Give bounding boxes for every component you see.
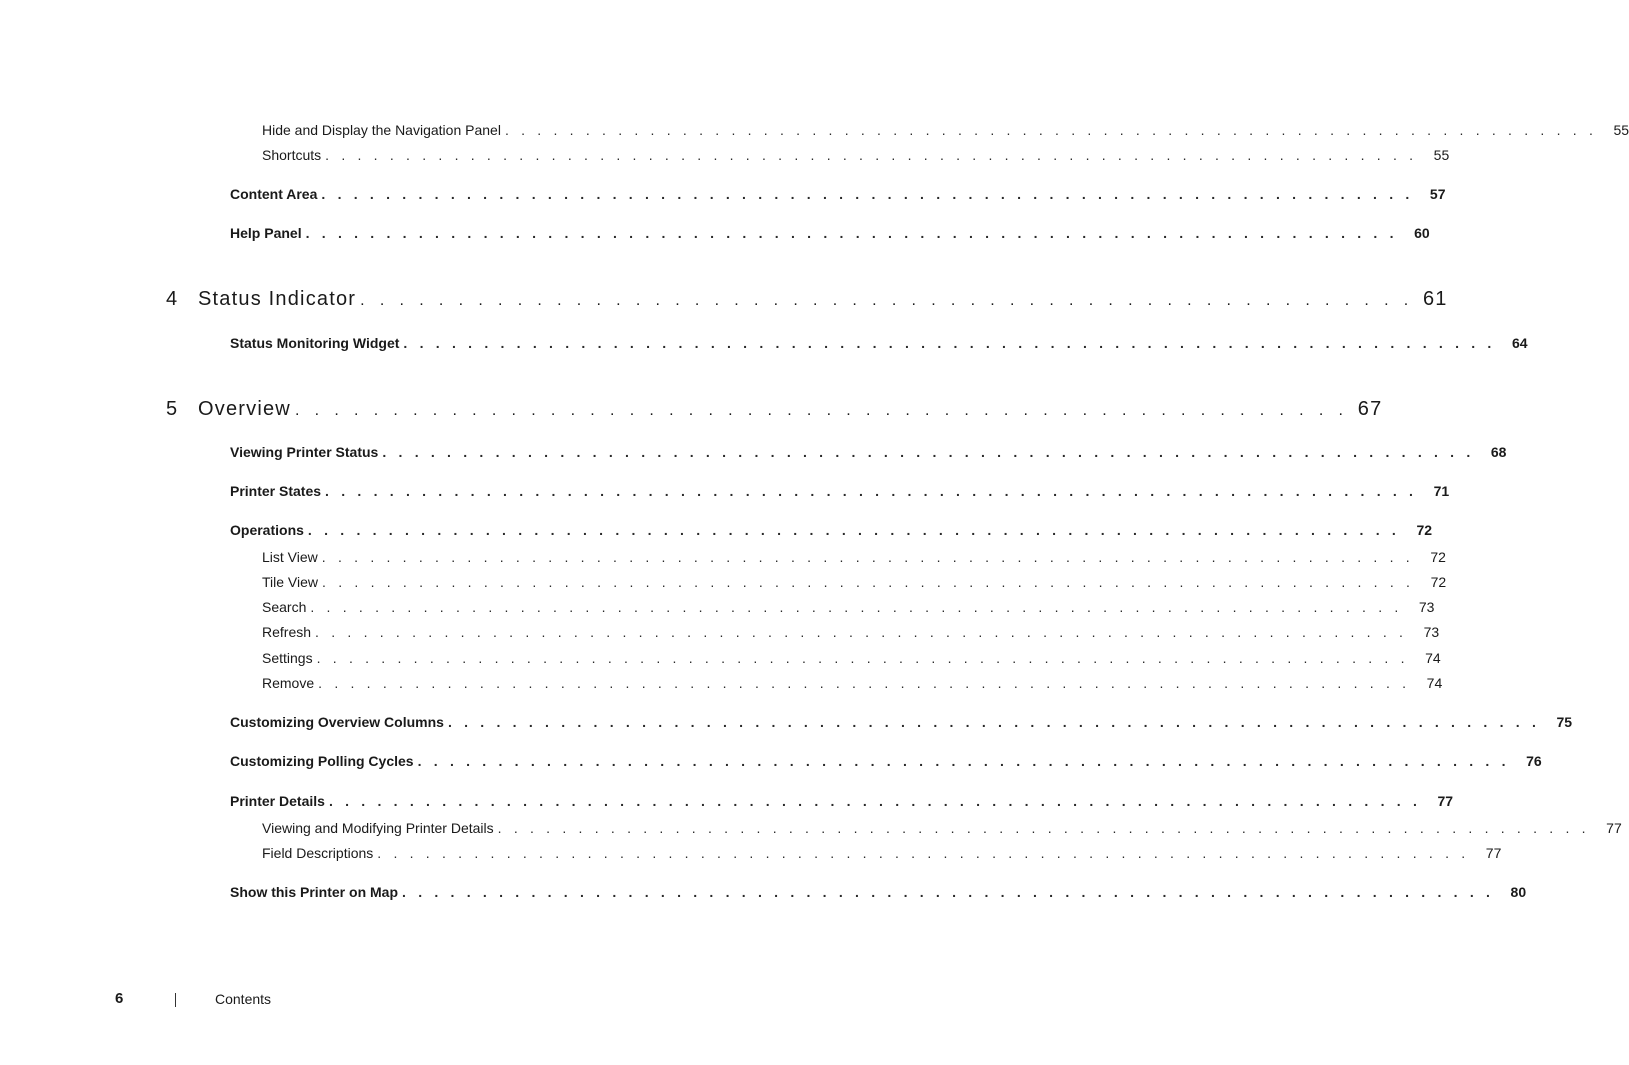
toc-entry-page: 72	[1430, 574, 1447, 590]
toc-entry-page: 77	[1606, 820, 1622, 836]
dot-leader: . . . . . . . . . . . . . . . . . . . . . . . . . . . . . . . . . . . . . . . . . . . . . . . . . . . . . . . . . . . . . . . . . . . .	[321, 186, 1414, 202]
toc-entry-page: 55	[1433, 147, 1450, 163]
toc-entry-title: List View	[262, 549, 318, 565]
dot-leader: . . . . . . . . . . . . . . . . . . . . . . . . . . . . . . . . . . . . . . . . . . . . . . . . . . . . . . . . . . . . . . . . . . . .	[417, 753, 1510, 769]
dot-leader: . . . . . . . . . . . . . . . . . . . . . . . . . . . . . . . . . . . . . . . . . . . . . . . . . . . . . . . . . . . . . . . . . . . .	[307, 522, 1401, 538]
toc-entry-title: Customizing Overview Columns	[230, 714, 444, 730]
dot-leader: . . . . . . . . . . . . . . . . . . . . . . . . . . . . . . . . . . . . . . . . . . . . . . . . . . . . . . . . . . . . . . . . . . . .	[325, 483, 1418, 499]
toc-entry-page: 72	[1430, 549, 1446, 565]
toc-chapter-overview[interactable]	[166, 398, 1383, 421]
toc-entry-page: 60	[1414, 225, 1430, 241]
toc-entry-title: Help Panel	[230, 225, 302, 241]
toc-entry-field-descriptions[interactable]	[262, 845, 1502, 861]
dot-leader: . . . . . . . . . . . . . . . . . . . . . . . . . . . . . . . . . . . . . . . . . . . . . . . . . . . . . . . . . . . . . . . . . . . .	[377, 845, 1470, 861]
toc-entry-title: Search	[262, 599, 307, 615]
dot-leader: . . . . . . . . . . . . . . . . . . . . . . . . . . . . . . . . . . . . . . . . . . . . . . . . . . . . . . . . . . . . . . . . . . . .	[318, 675, 1411, 691]
toc-entry-page: 80	[1510, 884, 1527, 900]
toc-entry-page: 74	[1425, 650, 1441, 666]
toc-entry-refresh[interactable]	[262, 624, 1440, 640]
toc-entry-page: 77	[1437, 793, 1454, 809]
chapter-page: 61	[1422, 288, 1448, 310]
toc-entry-content-area[interactable]	[230, 186, 1446, 202]
toc-entry-title: Viewing Printer Status	[230, 444, 379, 460]
dot-leader: . . . . . . . . . . . . . . . . . . . . . . . . . . . . . . . . . . . . . . . . . . . . . . . . . . . . . . . . . . . . . . . . . . . .	[321, 549, 1414, 565]
dot-leader: . . . . . . . . . . . . . . . . . . . . . . . . . . . . . . . . . . . . . . . . . . . . . . . . . . . . . . . . . . . . . . . . . . . .	[315, 624, 1408, 640]
toc-entry-page: 77	[1485, 845, 1502, 861]
toc-entry-page: 57	[1429, 186, 1446, 202]
toc-entry-viewing-printer-status[interactable]	[230, 444, 1507, 460]
toc-chapter-status-indicator[interactable]	[166, 288, 1448, 311]
toc-entry-title: Viewing and Modifying Printer Details	[262, 820, 494, 836]
toc-entry-shortcuts[interactable]	[262, 147, 1450, 163]
toc-entry-title: Refresh	[262, 624, 312, 640]
toc-entry-page: 71	[1433, 483, 1450, 499]
toc-entry-title: Content Area	[230, 186, 318, 202]
toc-entry-title: Tile View	[262, 574, 319, 590]
toc-entry-page: 64	[1511, 335, 1528, 351]
toc-entry-operations[interactable]	[230, 522, 1433, 538]
toc-entry-title: Shortcuts	[262, 147, 322, 163]
dot-leader: . . . . . . . . . . . . . . . . . . . . . . . . . . . . . . . . . . . . . . . . . . . . . . . . . . . . . .	[294, 402, 1349, 419]
toc-entry-page: 72	[1416, 522, 1433, 538]
dot-leader: . . . . . . . . . . . . . . . . . . . . . . . . . . . . . . . . . . . . . . . . . . . . . . . . . . . . . . . . . . . . . . . . . . . .	[497, 820, 1590, 836]
toc-entry-settings[interactable]	[262, 650, 1441, 666]
toc-entry-page: 76	[1526, 753, 1542, 769]
dot-leader: . . . . . . . . . . . . . . . . . . . . . . . . . . . . . . . . . . . . . . . . . . . . . . . . . . . . . . . . . . . . . . . . . . . .	[504, 122, 1598, 138]
dot-leader: . . . . . . . . . . . . . . . . . . . . . . . . . . . . . . . . . . . . . . . . . . . . . . . . . . . . . . . . . . . . . . . . . . . .	[328, 793, 1422, 809]
dot-leader: . . . . . . . . . . . . . . . . . . . . . . . . . . . . . . . . . . . . . . . . . . . . . . . . . . . . . . . . . . . . . . . . . . . .	[402, 884, 1495, 900]
footer-section-label: Contents	[215, 991, 272, 1007]
toc-entry-title: Operations	[230, 522, 304, 538]
chapter-page: 67	[1357, 398, 1383, 420]
toc-entry-customizing-overview-columns[interactable]	[230, 714, 1573, 730]
dot-leader: . . . . . . . . . . . . . . . . . . . . . . . . . . . . . . . . . . . . . . . . . . . . . . . . . . . . . . . . . . . . . . . . . . . .	[382, 444, 1475, 460]
toc-entry-page: 68	[1490, 444, 1507, 460]
chapter-title: Status Indicator	[198, 288, 357, 310]
toc-entry-title: Remove	[262, 675, 315, 691]
toc-entry-remove[interactable]	[262, 675, 1443, 691]
footer-separator	[175, 993, 176, 1007]
toc-entry-page: 55	[1613, 122, 1629, 138]
dot-leader: . . . . . . . . . . . . . . . . . . . . . . . . . . . . . . . . . . . . . . . . . . . . . . . . . . . . . . . . . . . . . . . . . . . .	[322, 574, 1415, 590]
toc-entry-title: Printer Details	[230, 793, 325, 809]
chapter-number: 4	[166, 288, 179, 310]
toc-entry-viewing-modifying-printer-details[interactable]	[262, 820, 1622, 836]
toc-entry-hide-display-navigation-panel[interactable]	[262, 122, 1629, 138]
dot-leader: . . . . . . . . . . . . . . . . . . . . . . . . . . . . . . . . . . . . . . . . . . . . . . . . . . . . . . . . . . . . . . . . . . . .	[305, 225, 1398, 241]
dot-leader: . . . . . . . . . . . . . . . . . . . . . . . . . . . . . . . . . . . . . . . . . . . . . . . . . . . . . . . . . . . . . . . . . . . .	[325, 147, 1418, 163]
toc-entry-printer-details[interactable]	[230, 793, 1454, 809]
toc-entry-title: Status Monitoring Widget	[230, 335, 400, 351]
toc-entry-page: 75	[1556, 714, 1573, 730]
toc-entry-title: Show this Printer on Map	[230, 884, 399, 900]
footer-page-number: 6	[115, 990, 124, 1007]
chapter-title: Overview	[198, 398, 291, 420]
toc-entry-help-panel[interactable]	[230, 225, 1430, 241]
dot-leader: . . . . . . . . . . . . . . . . . . . . . . . . . . . . . . . . . . . . . . . . . . . . . . . . . . . . . . . . . . . . . . . . . . . .	[310, 599, 1403, 615]
toc-entry-customizing-polling-cycles[interactable]	[230, 753, 1542, 769]
dot-leader: . . . . . . . . . . . . . . . . . . . . . . . . . . . . . . . . . . . . . . . . . . . . . . . . . . . . . .	[360, 292, 1414, 309]
toc-entry-title: Hide and Display the Navigation Panel	[262, 122, 501, 138]
toc-entry-title: Field Descriptions	[262, 845, 374, 861]
toc-entry-title: Settings	[262, 650, 313, 666]
dot-leader: . . . . . . . . . . . . . . . . . . . . . . . . . . . . . . . . . . . . . . . . . . . . . . . . . . . . . . . . . . . . . . . . . . . .	[403, 335, 1496, 351]
toc-entry-title: Customizing Polling Cycles	[230, 753, 414, 769]
toc-entry-status-monitoring-widget[interactable]	[230, 335, 1528, 351]
chapter-number: 5	[166, 398, 179, 420]
toc-entry-printer-states[interactable]	[230, 483, 1450, 499]
toc-entry-show-printer-on-map[interactable]	[230, 884, 1527, 900]
toc-entry-page: 73	[1423, 624, 1440, 640]
toc-entry-search[interactable]	[262, 599, 1435, 615]
toc-entry-list-view[interactable]	[262, 549, 1446, 565]
toc-entry-tile-view[interactable]	[262, 574, 1447, 590]
dot-leader: . . . . . . . . . . . . . . . . . . . . . . . . . . . . . . . . . . . . . . . . . . . . . . . . . . . . . . . . . . . . . . . . . . . .	[447, 714, 1541, 730]
toc-entry-page: 73	[1418, 599, 1435, 615]
toc-entry-title: Printer States	[230, 483, 322, 499]
toc-entry-page: 74	[1426, 675, 1443, 691]
dot-leader: . . . . . . . . . . . . . . . . . . . . . . . . . . . . . . . . . . . . . . . . . . . . . . . . . . . . . . . . . . . . . . . . . . . .	[316, 650, 1409, 666]
